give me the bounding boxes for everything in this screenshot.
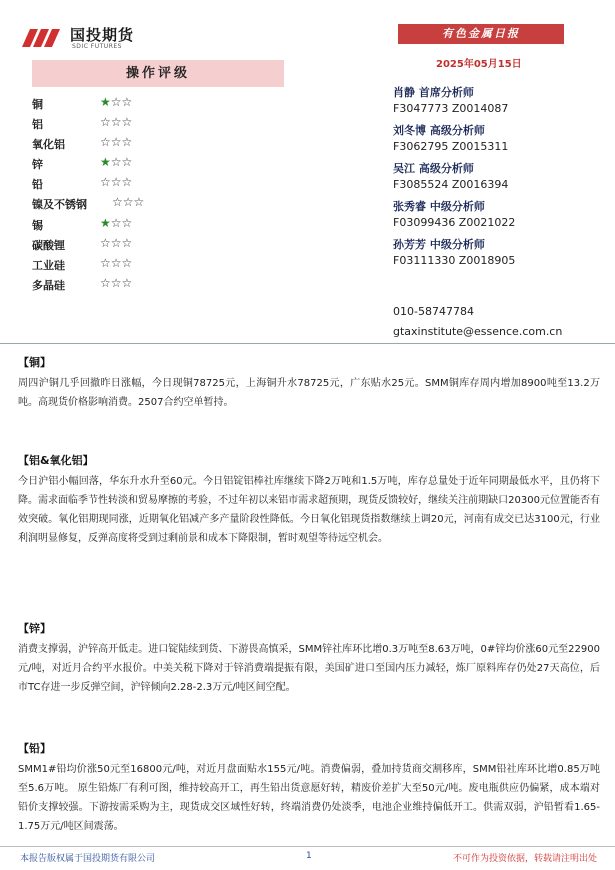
rating-row [32,115,282,135]
logo-name-cn: 国投期货 [70,26,135,44]
star-rating [100,256,132,270]
star-rating [100,155,132,169]
section-lead [18,740,600,836]
rating-list [32,95,282,296]
section-aluminium [18,452,600,548]
rating-row [32,256,282,276]
star-empty-icon: ☆ [100,115,111,130]
report-type-badge: 有色金属日报 [398,24,564,44]
rating-panel-title: 操作评级 [32,60,284,87]
metal-name: 碳酸锂 [32,238,65,252]
page-number: 1 [306,851,312,861]
star-rating [100,175,132,189]
rating-row [32,155,282,175]
section-title: 【铝&氧化铝】 [18,454,94,467]
star-rating [100,95,132,109]
section-zinc [18,620,600,697]
star-empty-icon: ☆ [110,175,122,190]
star-rating [112,195,144,209]
section-title: 【锌】 [18,622,51,635]
star-rating [100,276,132,290]
star-empty-icon: ☆ [100,175,111,190]
metal-name: 铝 [32,118,43,132]
analyst-name: 刘冬博 高级分析师 [393,124,485,137]
header-divider [0,343,615,344]
star-empty-icon: ☆ [121,175,133,190]
report-date: 2025年05月15日 [436,59,522,70]
metal-name: 氧化铝 [32,138,65,152]
rating-row [32,135,282,155]
metal-name: 铅 [32,178,43,192]
star-empty-icon: ☆ [121,275,133,290]
footer-disclaimer: 不可作为投资依据，转载请注明出处 [453,854,598,864]
section-title: 【铅】 [18,742,51,755]
star-empty-icon: ☆ [121,95,133,109]
metal-name: 多晶硅 [32,278,65,292]
analyst-license-id: F3085524 Z0016394 [393,178,509,191]
star-empty-icon: ☆ [121,155,133,170]
metal-name: 镍及不锈钢 [32,198,87,212]
analyst-list [393,84,603,274]
star-empty-icon: ☆ [133,195,145,210]
star-empty-icon: ☆ [100,135,111,150]
section-copper [18,354,600,412]
star-filled-icon: ★ [100,215,111,230]
star-empty-icon: ☆ [121,115,133,130]
section-body: 消费支撑弱，沪锌高开低走。进口锭陆续到货、下游畏高慎采，SMM锌社库环比增0.3万吨至8.63万吨，0#锌均价涨60元至22900元/吨，对近月合约平水报价。中美关税下降对于锌消费端提振有限，美国矿进口至国内压力减轻，炼厂原料库存仍处27天高位，后市TC存进一步反弹空间，沪锌倾向2.28-2.3万元/吨区间空配。 [18,644,600,693]
footer-copyright: 本报告版权属于国投期货有限公司 [20,854,156,864]
star-empty-icon: ☆ [121,235,133,250]
star-rating [100,135,132,149]
analyst-name: 张秀睿 中级分析师 [393,200,485,213]
rating-row [32,276,282,296]
star-empty-icon: ☆ [110,115,122,130]
star-empty-icon: ☆ [100,235,111,250]
star-empty-icon: ☆ [100,275,111,290]
rating-row [32,216,282,236]
section-title: 【铜】 [18,356,51,369]
star-filled-icon: ★ [100,155,111,170]
analyst-license-id: F03111330 Z0018905 [393,254,516,267]
rating-row [32,175,282,195]
analyst-license-id: F3062795 Z0015311 [393,140,509,153]
star-empty-icon: ☆ [110,155,122,170]
star-rating [100,236,132,250]
analyst-name: 肖静 首席分析师 [393,86,474,99]
star-rating [100,216,132,230]
star-filled-icon: ★ [100,95,111,109]
logo-mark-icon [22,25,66,47]
analyst-name: 孙芳芳 中级分析师 [393,238,485,251]
star-empty-icon: ☆ [100,255,111,270]
rating-row [32,236,282,256]
metal-name: 铜 [32,98,43,111]
star-empty-icon: ☆ [121,255,133,270]
metal-name: 锌 [32,158,43,172]
star-empty-icon: ☆ [122,195,134,210]
star-empty-icon: ☆ [110,135,122,150]
star-empty-icon: ☆ [110,235,122,250]
footer-divider [0,846,615,847]
company-logo [22,22,152,52]
section-body: 周四沪铜几乎回撤昨日涨幅，今日现铜78725元，上海铜升水78725元，广东贴水25元。SMM铜库存周内增加8900吨至13.2万吨。高现货价格影响消费。2507合约空单暂持。 [18,378,600,408]
section-body: SMM1#铅均价涨50元至16800元/吨，对近月盘面贴水155元/吨。消费偏弱，叠加持货商交割移库，SMM铅社库环比增0.85万吨至5.6万吨。 原生铅炼厂有利可图，维持较高开工，再生铅出货意愿好转，精废价差扩大至50元/吨。废电瓶供应仍偏紧，成本端对铅价支撑较强。下游按需采购为主，现货成交区域性好转，终端消费仍处淡季，电池企业维持偏低开工。供需双弱，沪铅暂看1.65-1.75万元/吨区间震荡。 [18,764,600,832]
analyst-license-id: F03099436 Z0021022 [393,216,516,229]
star-empty-icon: ☆ [110,255,122,270]
star-empty-icon: ☆ [112,195,123,210]
contact-email[interactable]: gtaxinstitute@essence.com.cn [393,325,563,338]
star-empty-icon: ☆ [121,135,133,150]
star-empty-icon: ☆ [121,215,133,230]
metal-name: 锡 [32,218,43,232]
contact-phone: 010-58747784 [393,305,474,318]
analyst-license-id: F3047773 Z0014087 [393,102,509,115]
section-body: 今日沪铝小幅回落，华东升水升至60元。今日铝锭铝棒社库继续下降2万吨和1.5万吨，库存总量处于近年同期最低水平，且仍将下降。需求面临季节性转淡和贸易摩擦的考验，不过年初以来铝市需求超预期，现货反馈较好，继续关注前期缺口20300元位置能否有效突破。氧化铝期现同涨，近期氧化铝减产多产量阶段性降低。今日氧化铝现货指数继续上调20元，河南有成交已达3100元，行业利润明显修复，反弹高度将受到过剩前景和成本下降限制，暂时观望等待远空机会。 [18,476,600,544]
analyst-name: 吴江 高级分析师 [393,162,474,175]
star-empty-icon: ☆ [110,275,122,290]
rating-row [32,195,282,215]
star-empty-icon: ☆ [110,215,122,230]
rating-row [32,95,282,115]
metal-name: 工业硅 [32,258,65,272]
star-rating [100,115,132,129]
star-empty-icon: ☆ [110,95,122,109]
logo-name-en: SDIC FUTURES [72,43,122,50]
